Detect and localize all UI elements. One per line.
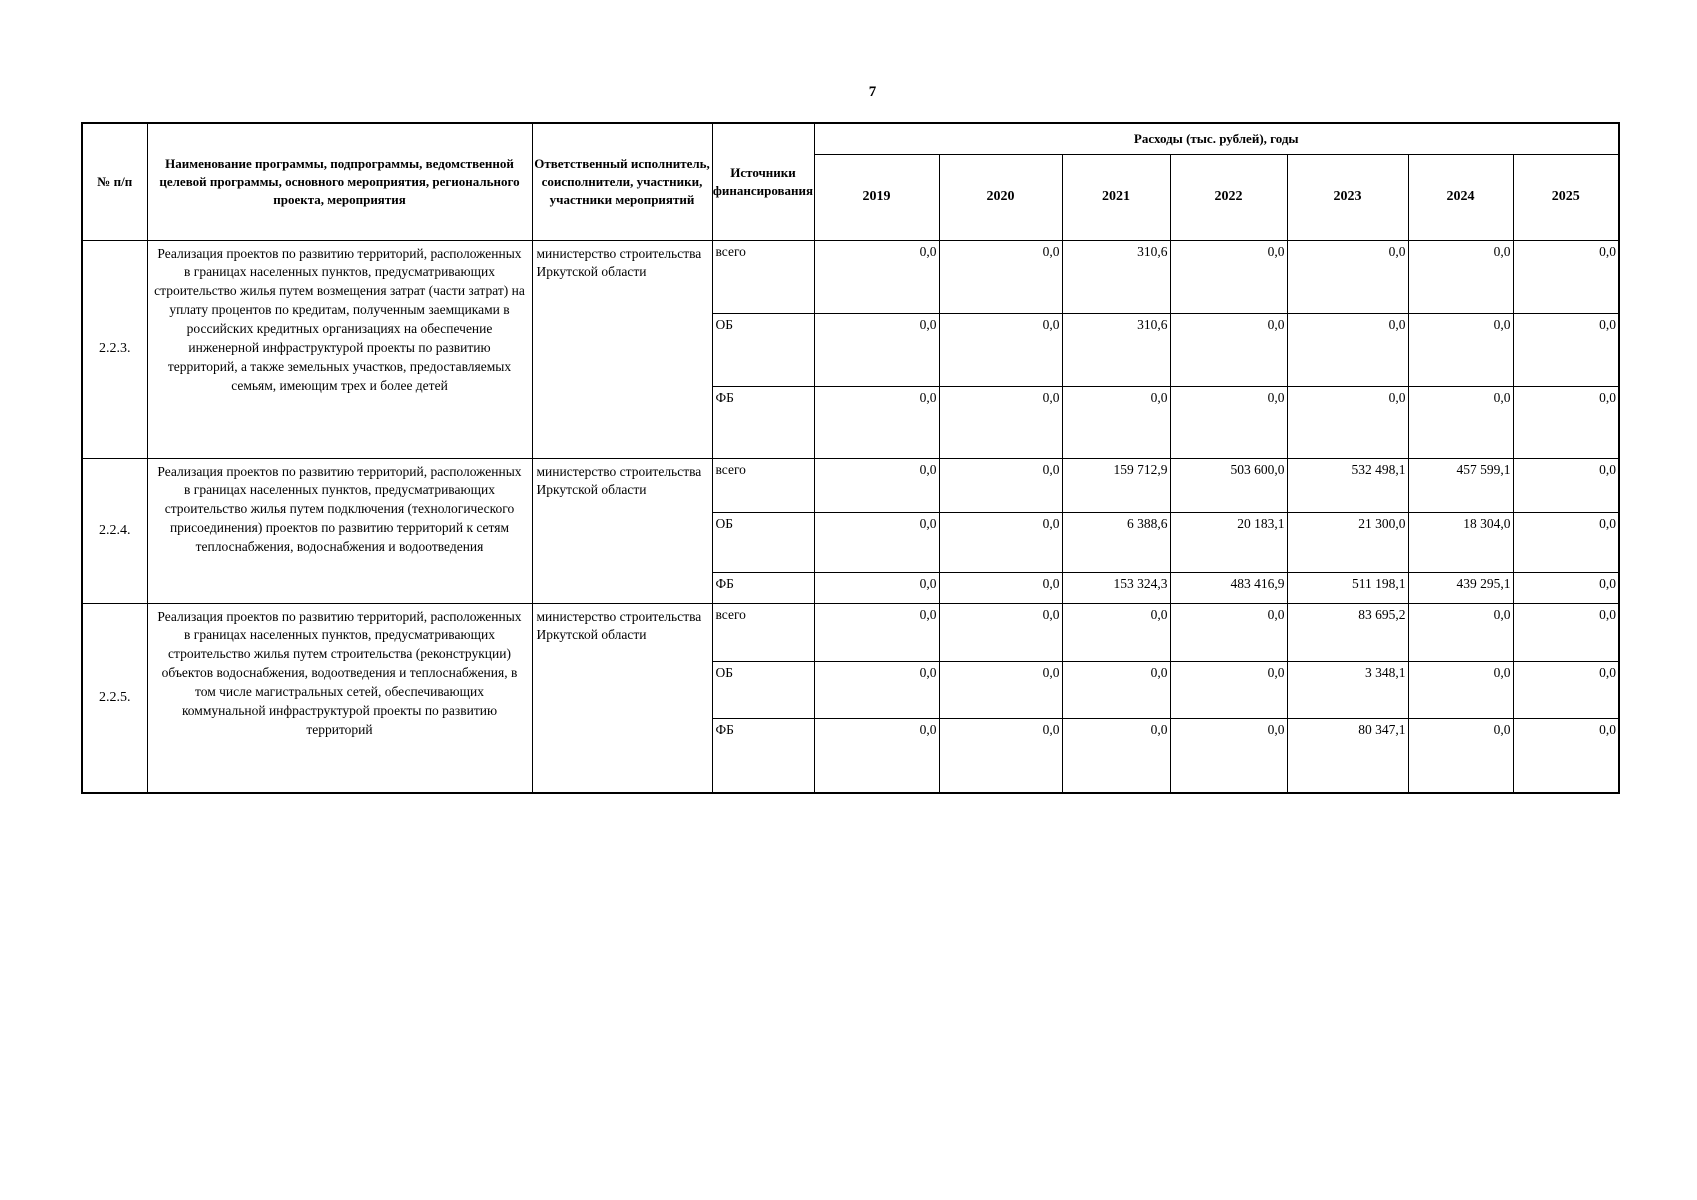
header-year: 2020 xyxy=(939,154,1062,240)
value-cell: 0,0 xyxy=(939,661,1062,718)
table-row xyxy=(82,603,1619,661)
value-cell: 0,0 xyxy=(1513,512,1619,572)
row-executor: министерство строительства Иркутской области xyxy=(532,240,712,458)
source-label: всего xyxy=(712,458,814,512)
value-cell: 3 348,1 xyxy=(1287,661,1408,718)
row-code: 2.2.5. xyxy=(82,603,147,793)
header-num: № п/п xyxy=(82,123,147,240)
value-cell: 457 599,1 xyxy=(1408,458,1513,512)
value-cell: 0,0 xyxy=(1170,313,1287,386)
value-cell: 0,0 xyxy=(1408,661,1513,718)
value-cell: 20 183,1 xyxy=(1170,512,1287,572)
value-cell: 0,0 xyxy=(1513,313,1619,386)
value-cell: 0,0 xyxy=(1408,313,1513,386)
row-name: Реализация проектов по развитию территорий, расположенных в границах населенных пунктов, предусматривающих строительство жилья путем возмещения затрат (части затрат) на уплату процентов по кредитам, полученным заемщиками в российских кредитных организациях на обеспечение инженерной инфраструктурой проекты по развитию территорий, а также земельных участков, предоставляемых семьям, имеющим трех и более детей xyxy=(147,240,532,458)
page-number: 7 xyxy=(868,84,877,100)
value-cell: 0,0 xyxy=(1513,458,1619,512)
value-cell: 6 388,6 xyxy=(1062,512,1170,572)
value-cell: 0,0 xyxy=(1513,572,1619,603)
value-cell: 0,0 xyxy=(1287,386,1408,458)
row-name: Реализация проектов по развитию территорий, расположенных в границах населенных пунктов, предусматривающих строительство жилья путем строительства (реконструкции) объектов водоснабжения, водоотведения и теплоснабжения, в том числе магистральных сетей, обеспечивающих коммунальной инфраструктурой проекты по развитию территорий xyxy=(147,603,532,793)
value-cell: 0,0 xyxy=(814,661,939,718)
value-cell: 0,0 xyxy=(814,386,939,458)
value-cell: 0,0 xyxy=(1170,661,1287,718)
value-cell: 0,0 xyxy=(1170,718,1287,793)
value-cell: 0,0 xyxy=(939,512,1062,572)
value-cell: 0,0 xyxy=(1513,240,1619,313)
header-expenses: Расходы (тыс. рублей), годы xyxy=(814,123,1619,154)
row-code: 2.2.3. xyxy=(82,240,147,458)
row-name: Реализация проектов по развитию территорий, расположенных в границах населенных пунктов, предусматривающих строительство жилья путем подключения (технологического присоединения) проектов по развитию территорий к сетям теплоснабжения, водоснабжения и водоотведения xyxy=(147,458,532,603)
source-label: ОБ xyxy=(712,313,814,386)
value-cell: 0,0 xyxy=(939,458,1062,512)
value-cell: 310,6 xyxy=(1062,313,1170,386)
value-cell: 153 324,3 xyxy=(1062,572,1170,603)
source-label: ОБ xyxy=(712,661,814,718)
source-label: ФБ xyxy=(712,386,814,458)
table-row xyxy=(82,240,1619,313)
value-cell: 0,0 xyxy=(939,572,1062,603)
value-cell: 0,0 xyxy=(814,603,939,661)
value-cell: 0,0 xyxy=(1408,603,1513,661)
value-cell: 21 300,0 xyxy=(1287,512,1408,572)
value-cell: 0,0 xyxy=(1287,240,1408,313)
value-cell: 0,0 xyxy=(1513,603,1619,661)
value-cell: 0,0 xyxy=(1513,718,1619,793)
value-cell: 0,0 xyxy=(1062,661,1170,718)
value-cell: 532 498,1 xyxy=(1287,458,1408,512)
value-cell: 483 416,9 xyxy=(1170,572,1287,603)
header-executor: Ответственный исполнитель, соисполнители, участники, участники мероприятий xyxy=(532,123,712,240)
value-cell: 0,0 xyxy=(1062,603,1170,661)
value-cell: 0,0 xyxy=(1170,240,1287,313)
value-cell: 511 198,1 xyxy=(1287,572,1408,603)
value-cell: 0,0 xyxy=(939,313,1062,386)
source-label: ФБ xyxy=(712,718,814,793)
source-label: ФБ xyxy=(712,572,814,603)
row-executor: министерство строительства Иркутской области xyxy=(532,458,712,603)
value-cell: 0,0 xyxy=(1408,718,1513,793)
value-cell: 0,0 xyxy=(814,313,939,386)
value-cell: 83 695,2 xyxy=(1287,603,1408,661)
value-cell: 18 304,0 xyxy=(1408,512,1513,572)
value-cell: 503 600,0 xyxy=(1170,458,1287,512)
table-row xyxy=(82,458,1619,512)
header-year: 2023 xyxy=(1287,154,1408,240)
header-year: 2025 xyxy=(1513,154,1619,240)
source-label: ОБ xyxy=(712,512,814,572)
budget-table xyxy=(81,122,1620,794)
value-cell: 0,0 xyxy=(939,603,1062,661)
header-year: 2019 xyxy=(814,154,939,240)
header-year: 2022 xyxy=(1170,154,1287,240)
value-cell: 0,0 xyxy=(814,240,939,313)
header-year: 2024 xyxy=(1408,154,1513,240)
value-cell: 0,0 xyxy=(1513,386,1619,458)
value-cell: 0,0 xyxy=(1170,386,1287,458)
value-cell: 0,0 xyxy=(1170,603,1287,661)
value-cell: 0,0 xyxy=(1287,313,1408,386)
header-name: Наименование программы, подпрограммы, ведомственной целевой программы, основного мероприятия, регионального проекта, мероприятия xyxy=(147,123,532,240)
value-cell: 0,0 xyxy=(1513,661,1619,718)
source-label: всего xyxy=(712,603,814,661)
value-cell: 439 295,1 xyxy=(1408,572,1513,603)
value-cell: 0,0 xyxy=(814,718,939,793)
source-label: всего xyxy=(712,240,814,313)
value-cell: 0,0 xyxy=(814,458,939,512)
value-cell: 159 712,9 xyxy=(1062,458,1170,512)
value-cell: 0,0 xyxy=(939,718,1062,793)
header-year: 2021 xyxy=(1062,154,1170,240)
value-cell: 310,6 xyxy=(1062,240,1170,313)
value-cell: 0,0 xyxy=(1408,386,1513,458)
value-cell: 0,0 xyxy=(939,386,1062,458)
value-cell: 0,0 xyxy=(1408,240,1513,313)
header-sources: Источники финансирования xyxy=(712,123,814,240)
value-cell: 0,0 xyxy=(1062,386,1170,458)
value-cell: 0,0 xyxy=(814,512,939,572)
value-cell: 0,0 xyxy=(1062,718,1170,793)
row-executor: министерство строительства Иркутской области xyxy=(532,603,712,793)
value-cell: 80 347,1 xyxy=(1287,718,1408,793)
row-code: 2.2.4. xyxy=(82,458,147,603)
value-cell: 0,0 xyxy=(814,572,939,603)
value-cell: 0,0 xyxy=(939,240,1062,313)
